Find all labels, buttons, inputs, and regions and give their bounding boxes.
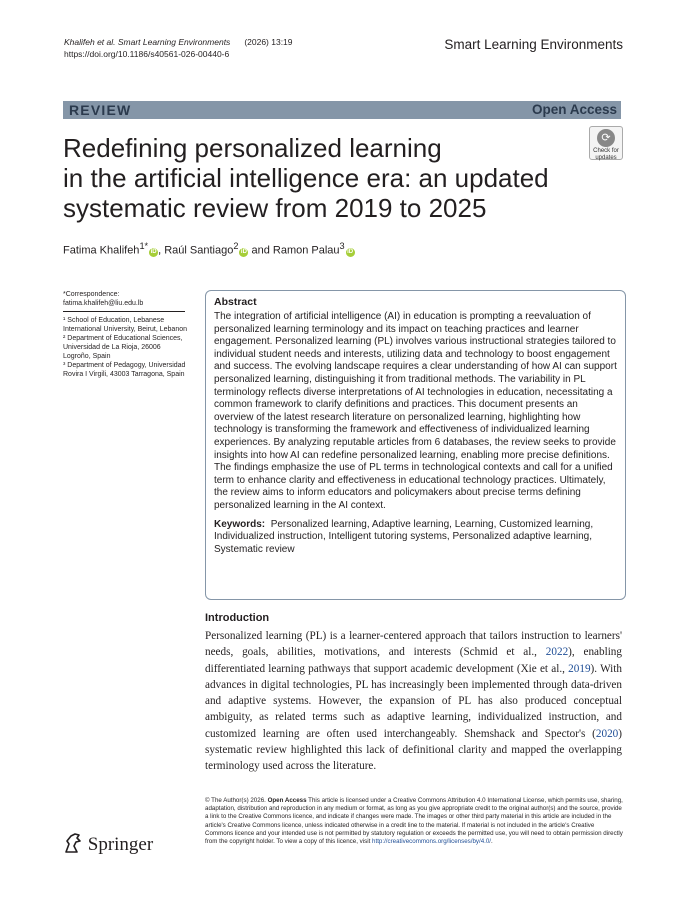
author-name[interactable]: Raúl Santiago <box>164 244 234 257</box>
citation-link[interactable]: 2020 <box>595 727 619 740</box>
body-text: Personalized learning (PL) is a learner-centered approach that tailors instruction to learners' needs, goals, abilities, motivations, and interests (Schmid et al., <box>205 630 622 659</box>
keywords-list: Personalized learning, Adaptive learning, Learning, Customized learning, Individualized instruction, Intelligent tutoring systems, Personalized adaptive learning, Systematic review <box>214 518 594 555</box>
updates-label: updates <box>595 155 617 161</box>
author-affiliation-mark: 2 <box>233 241 239 251</box>
introduction-paragraph <box>205 628 622 775</box>
introduction-heading: Introduction <box>205 612 270 624</box>
author-name[interactable]: Ramon Palau <box>272 244 340 257</box>
open-access-label: Open Access <box>531 102 617 117</box>
copyright-text: © The Author(s) 2026. <box>205 797 268 804</box>
check-for-label: Check for <box>593 148 619 154</box>
abstract-text: The integration of artificial intelligence (AI) in education is prompting a reevaluation of personalized learning terminology and its impact on teaching practices and learner engagement. Personalized learning (PL) involves various instructional strategies tailored to individual student needs and interests, utilizing data and technology to boost engagement and success. The evolving landscape requires a clear understanding of how AI can support personalized learning, distinguishing it from traditional methods. The variability in PL terminology reflects diverse interpretations of AI technologies in education, necessitating a common framework to clarify definitions and practices. This document presents an overview of the latest research literature on personalized learning, highlighting how technology is transforming the framework and effectiveness of individualized learning experiences. By analyzing reputable articles from 6 databases, the review seeks to provide insights into how AI can redefine personalized learning, enabling more precise definitions. The findings emphasize the use of PL terms in technological contexts and call for a unified term to enhance clarity and effectiveness in educational technology practices. Ultimately, the review aims to inform educators and policymakers about precise terms defining personalized learning in the AI context. <box>214 311 617 511</box>
affiliation: ² Department of Educational Sciences, Universidad de La Rioja, 26006 Logroño, Spain <box>63 335 183 360</box>
keywords-label: Keywords: <box>214 518 266 530</box>
springer-horse-icon <box>63 832 83 854</box>
correspondence-label: *Correspondence: <box>63 291 120 298</box>
license-link[interactable]: http://creativecommons.org/licenses/by/4.0/ <box>372 838 492 846</box>
journal-citation: Khalifeh et al. Smart Learning Environments <box>64 37 231 47</box>
article-title <box>63 133 583 223</box>
check-for-updates-button[interactable] <box>589 126 623 160</box>
body-text: ). With advances in digital technologies, PL has increasingly been implemented through data-driven and adaptive systems. However, the expansion of PL has also produced conceptual ambiguity, as related terms such as adaptive learning, individualized instruction, and customized learning are often used interchangeably. Shemshack and Spector's ( <box>205 662 622 740</box>
abstract-box <box>205 290 626 600</box>
affiliation: ¹ School of Education, Lebanese International University, Beirut, Lebanon <box>63 317 187 333</box>
orcid-icon[interactable]: iD <box>240 248 247 255</box>
title-line: systematic review from 2019 to 2025 <box>63 193 487 223</box>
author-name[interactable]: Fatima Khalifeh <box>63 244 140 257</box>
publisher-name: Springer <box>87 834 154 855</box>
running-header <box>64 36 293 60</box>
author-affiliation-mark: 1* <box>139 241 149 251</box>
citation-link[interactable]: 2019 <box>568 662 591 675</box>
doi-link[interactable]: https://doi.org/10.1186/s40561-026-00440-6 <box>64 49 230 59</box>
author-affiliation-mark: 3 <box>339 241 345 251</box>
title-line: Redefining personalized learning <box>63 133 442 163</box>
affiliations-sidebar <box>63 290 188 379</box>
license-notice <box>205 797 623 846</box>
article-type-banner <box>63 101 621 119</box>
journal-name: Smart Learning Environments <box>444 37 623 52</box>
author-separator: and <box>248 244 273 257</box>
affiliation: ³ Department of Pedagogy, Universidad Rovira I Virgili, 43003 Tarragona, Spain <box>63 362 186 378</box>
article-type-label: REVIEW <box>69 102 132 118</box>
license-text: This article is licensed under a Creative Commons Attribution 4.0 International License, which permits use, sharing, adaptation, distribution and reproduction in any medium or format, as long as you give appropriate credit to the original author(s) and the source, provide a link to the Creative Commons licence, and indicate if changes were made. The images or other third party material in this article are included in the article's Creative Commons licence, unless indicated otherwise in a credit line to the material. If material is not included in the article's Creative Commons licence and your intended use is not permitted by statutory regulation or exceeds the permitted use, you will need to obtain permission directly from the copyright holder. To view a copy of this licence, visit <box>205 797 623 846</box>
author-list <box>63 241 355 257</box>
abstract-heading: Abstract <box>214 296 257 308</box>
open-access-term: Open Access <box>267 797 307 804</box>
license-end: . <box>491 838 493 846</box>
divider <box>63 311 185 312</box>
orcid-icon[interactable]: iD <box>150 248 157 255</box>
author-separator: , <box>158 244 165 257</box>
title-line: in the artificial intelligence era: an updated <box>63 163 549 193</box>
keywords <box>214 519 617 557</box>
publisher-logo <box>63 832 153 856</box>
citation-link[interactable]: 2022 <box>545 646 569 659</box>
orcid-icon[interactable]: iD <box>347 248 354 255</box>
correspondence-email[interactable]: fatima.khalifeh@liu.edu.lb <box>63 300 144 307</box>
year-issue: (2026) 13:19 <box>244 37 293 47</box>
body-text: ) systematic review highlighted this lack of definitional clarity and mapped the overlapping terminology used across the literature. <box>205 727 622 773</box>
refresh-icon: ⟳ <box>597 129 615 147</box>
body-text: ), enabling differentiated learning pathways that support academic development (Xie et al., <box>205 646 622 675</box>
